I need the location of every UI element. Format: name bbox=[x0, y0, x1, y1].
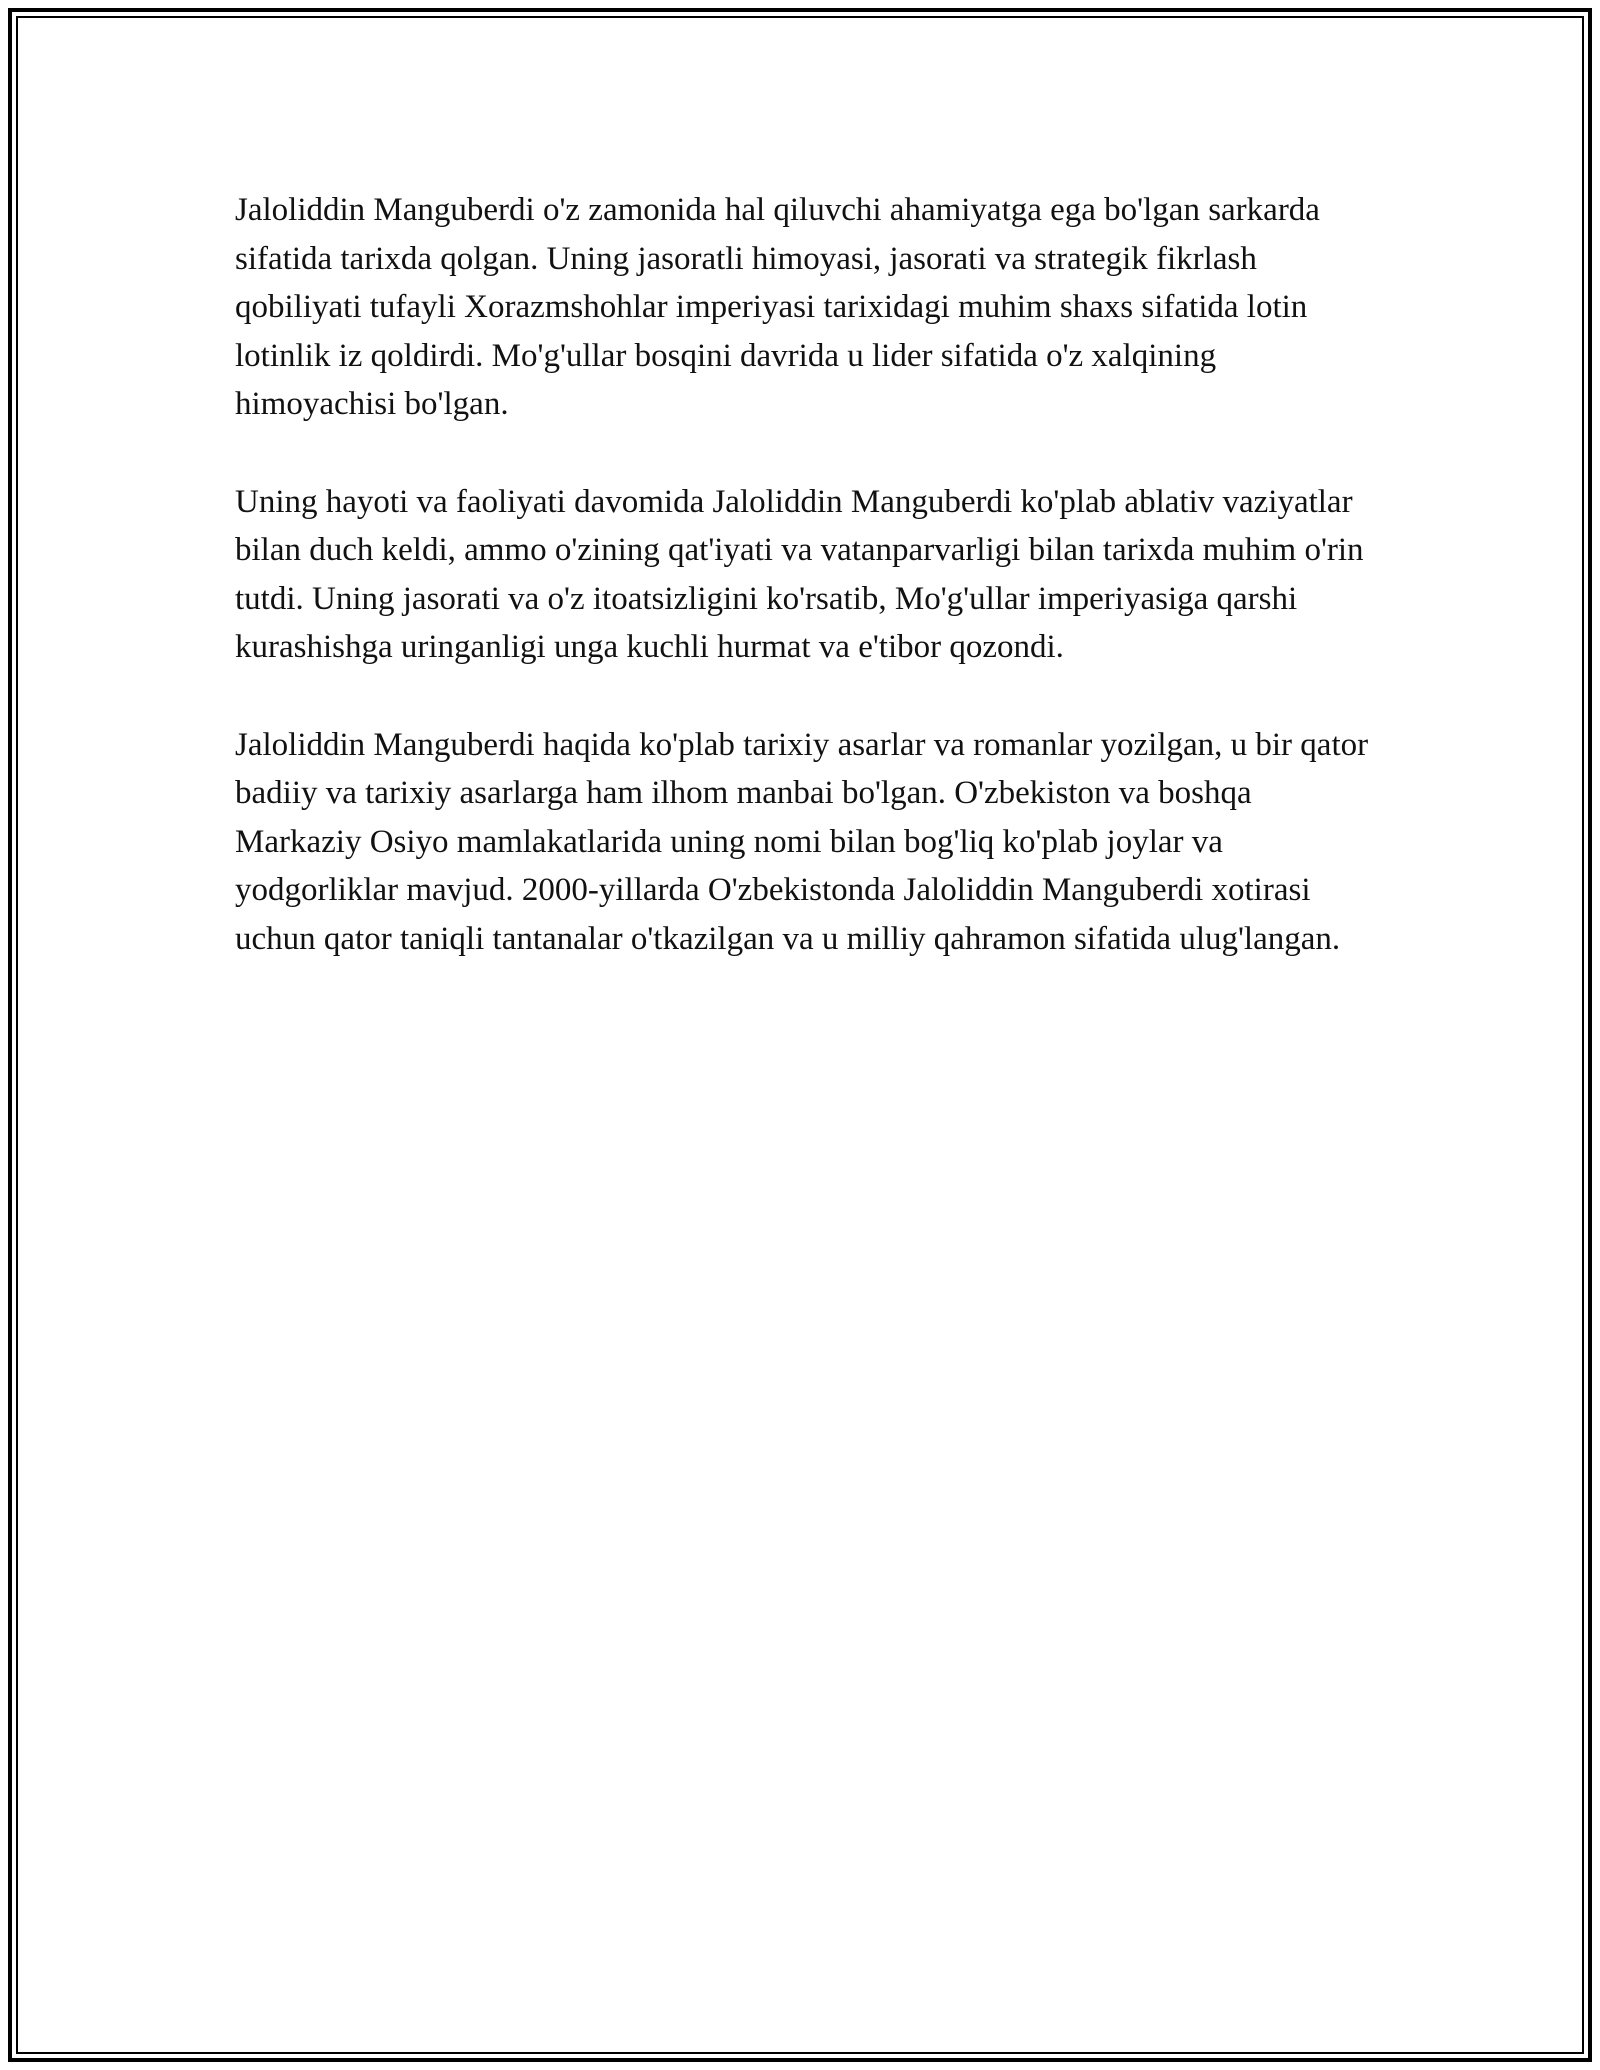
document-body bbox=[235, 186, 1371, 1012]
paragraph-3: Jaloliddin Manguberdi haqida ko'plab tarixiy asarlar va romanlar yozilgan, u bir qator badiiy va tarixiy asarlarga ham ilhom manbai bo'lgan. O'zbekiston va boshqa Markaziy Osiyo mamlakatlarida uning nomi bilan bog'liq ko'plab joylar va yodgorliklar mavjud. 2000-yillarda O'zbekistonda Jaloliddin Manguberdi xotirasi uchun qator taniqli tantanalar o'tkazilgan va u milliy qahramon sifatida ulug'langan. bbox=[235, 726, 1369, 957]
paragraph-1: Jaloliddin Manguberdi o'z zamonida hal qiluvchi ahamiyatga ega bo'lgan sarkarda sifatida tarixda qolgan. Uning jasoratli himoyasi, jasorati va strategik fikrlash qobiliyati tufayli Xorazmshohlar imperiyasi tarixidagi muhim shaxs sifatida lotin lotinlik iz qoldirdi. Mo'g'ullar bosqini davrida u lider sifatida o'z xalqining himoyachisi bo'lgan. bbox=[235, 192, 1320, 422]
paragraph-2: Uning hayoti va faoliyati davomida Jaloliddin Manguberdi ko'plab ablativ vaziyatlar bilan duch keldi, ammo o'zining qat'iyati va vatanparvarligi bilan tarixda muhim o'rin tutdi. Uning jasorati va o'z itoatsizligini ko'rsatib, Mo'g'ullar imperiyasiga qarshi kurashishga uringanligi unga kuchli hurmat va e'tibor qozondi. bbox=[235, 483, 1364, 665]
